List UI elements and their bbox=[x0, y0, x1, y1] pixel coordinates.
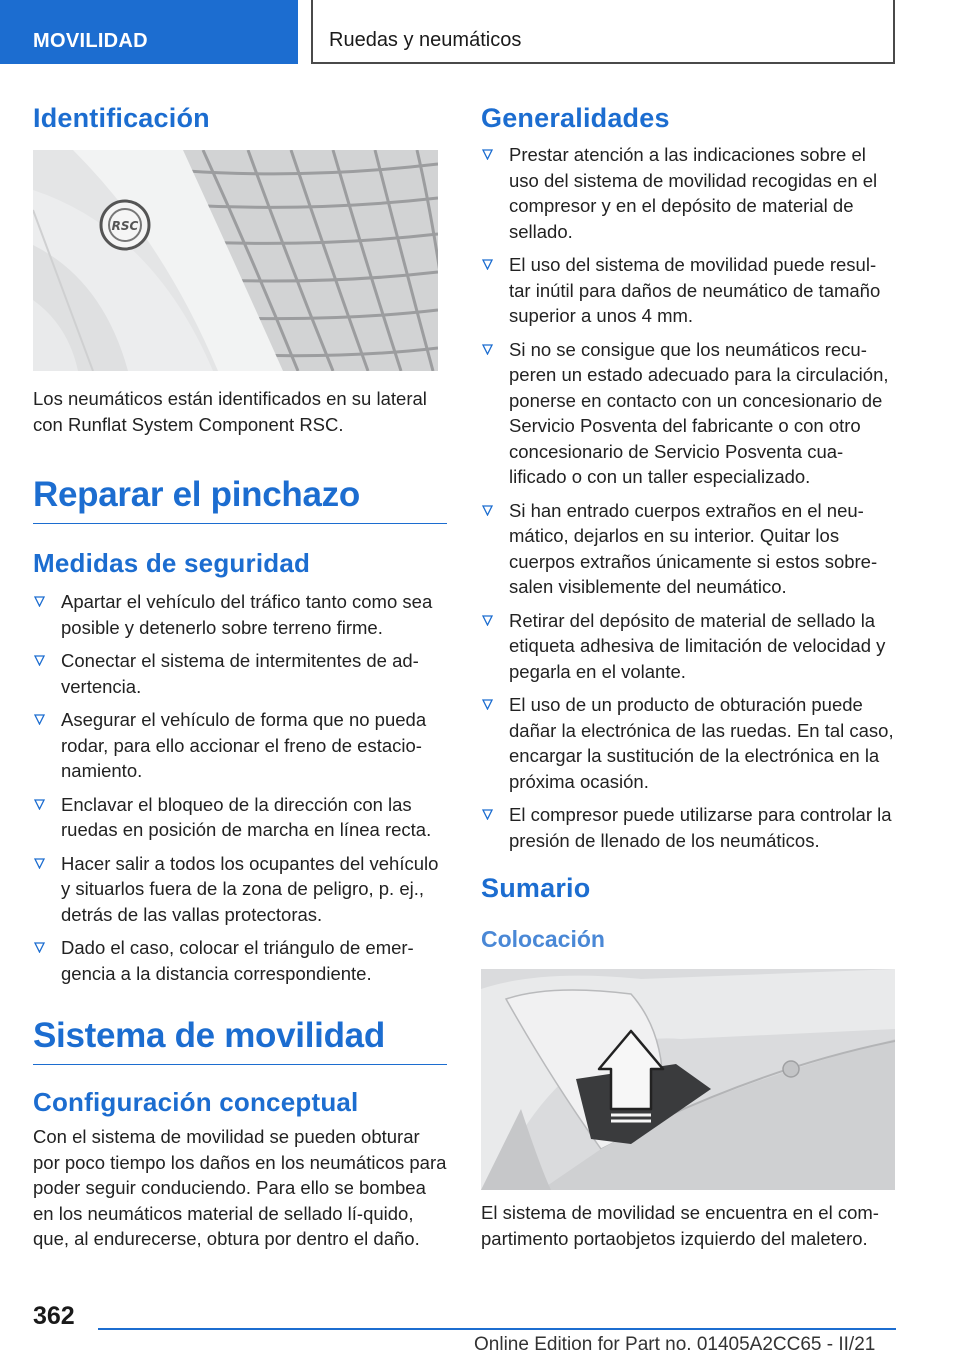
triangle-bullet-icon bbox=[482, 149, 493, 160]
triangle-bullet-icon bbox=[482, 699, 493, 710]
left-column bbox=[33, 100, 447, 1252]
triangle-bullet-icon bbox=[482, 344, 493, 355]
heading-sistema-movilidad: Sistema de movilidad bbox=[33, 1016, 447, 1065]
section-tab bbox=[0, 0, 298, 64]
list-item: Conectar el sistema de intermitentes de ad-vertencia. bbox=[33, 648, 447, 699]
identificacion-caption: Los neumáticos están identificados en su lateral con Runflat System Component RSC. bbox=[33, 388, 427, 435]
colocacion-caption: El sistema de movilidad se encuentra en el com-partimento portaobjetos izquierdo del maletero. bbox=[481, 1202, 879, 1249]
triangle-bullet-icon bbox=[34, 858, 45, 869]
heading-reparar-pinchazo: Reparar el pinchazo bbox=[33, 475, 447, 524]
chapter-title: Ruedas y neumáticos bbox=[329, 29, 522, 51]
triangle-bullet-icon bbox=[34, 714, 45, 725]
generalidades-list bbox=[481, 142, 895, 853]
list-item: Asegurar el vehículo de forma que no pueda rodar, para ello accionar el freno de estacio-namiento. bbox=[33, 707, 447, 784]
heading-colocacion: Colocación bbox=[481, 926, 605, 952]
triangle-bullet-icon bbox=[482, 259, 493, 270]
triangle-bullet-icon bbox=[482, 809, 493, 820]
triangle-bullet-icon bbox=[34, 942, 45, 953]
triangle-bullet-icon bbox=[482, 615, 493, 626]
list-item: Hacer salir a todos los ocupantes del vehículo y situarlos fuera de la zona de peligro, p. ej., detrás de las vallas protectoras. bbox=[33, 851, 447, 928]
list-item: El uso del sistema de movilidad puede resul-tar inútil para daños de neumático de tamaño superior a unos 4 mm. bbox=[481, 252, 895, 329]
heading-generalidades: Generalidades bbox=[481, 103, 670, 133]
medidas-list bbox=[33, 589, 447, 986]
heading-configuracion-conceptual: Configuración conceptual bbox=[33, 1087, 359, 1117]
right-column bbox=[481, 100, 895, 1251]
triangle-bullet-icon bbox=[34, 655, 45, 666]
list-item: Retirar del depósito de material de sellado la etiqueta adhesiva de limitación de velocidad y pegarla en el volante. bbox=[481, 608, 895, 685]
rsc-badge-text: RSC bbox=[111, 219, 139, 233]
list-item: Si han entrado cuerpos extraños en el neu-mático, dejarlos en su interior. Quitar los cuerpos extraños únicamente si estos sobre-salen visiblemente del neumático. bbox=[481, 498, 895, 600]
list-item: El compresor puede utilizarse para controlar la presión de llenado de los neumáticos. bbox=[481, 802, 895, 853]
rsc-badge-icon bbox=[101, 201, 149, 249]
list-item: El uso de un producto de obturación puede dañar la electrónica de las ruedas. En tal caso, encargar la sustitución de la electrónica en la próxima ocasión. bbox=[481, 692, 895, 794]
triangle-bullet-icon bbox=[34, 596, 45, 607]
configuracion-text: Con el sistema de movilidad se pueden obturar por poco tiempo los daños en los neumáticos para poder seguir conduciendo. Para ello se bombea en los neumáticos material de sellado lí-quido, que, al endurecerse, obtura por dentro el daño. bbox=[33, 1126, 447, 1249]
footer-divider bbox=[98, 1328, 896, 1330]
heading-medidas-seguridad: Medidas de seguridad bbox=[33, 548, 311, 578]
page-number: 362 bbox=[33, 1302, 75, 1330]
list-item: Apartar el vehículo del tráfico tanto como sea posible y detenerlo sobre terreno firme. bbox=[33, 589, 447, 640]
triangle-bullet-icon bbox=[34, 799, 45, 810]
heading-sumario: Sumario bbox=[481, 873, 591, 903]
trunk-compartment-figure bbox=[481, 969, 895, 1190]
section-label: MOVILIDAD bbox=[33, 30, 148, 52]
list-item: Dado el caso, colocar el triángulo de emer-gencia a la distancia correspondiente. bbox=[33, 935, 447, 986]
tire-sidewall-figure bbox=[33, 150, 438, 371]
tire-sidewall-illustration bbox=[33, 150, 438, 371]
list-item: Si no se consigue que los neumáticos recu-peren un estado adecuado para la circulación, ponerse en contacto con un concesionario de Servicio Posventa del fabricante o con otro concesionario de Servicio Posventa cua-lificado o con un taller especializado. bbox=[481, 337, 895, 490]
footer-edition: Online Edition for Part no. 01405A2CC65 - II/21 bbox=[474, 1334, 876, 1355]
triangle-bullet-icon bbox=[482, 505, 493, 516]
heading-identificacion: Identificación bbox=[33, 103, 210, 133]
trunk-compartment-illustration bbox=[481, 969, 895, 1190]
list-item: Enclavar el bloqueo de la dirección con las ruedas en posición de marcha en línea recta. bbox=[33, 792, 447, 843]
chapter-box bbox=[311, 0, 895, 64]
list-item: Prestar atención a las indicaciones sobre el uso del sistema de movilidad recogidas en el compresor y en el depósito de material de sellado. bbox=[481, 142, 895, 244]
